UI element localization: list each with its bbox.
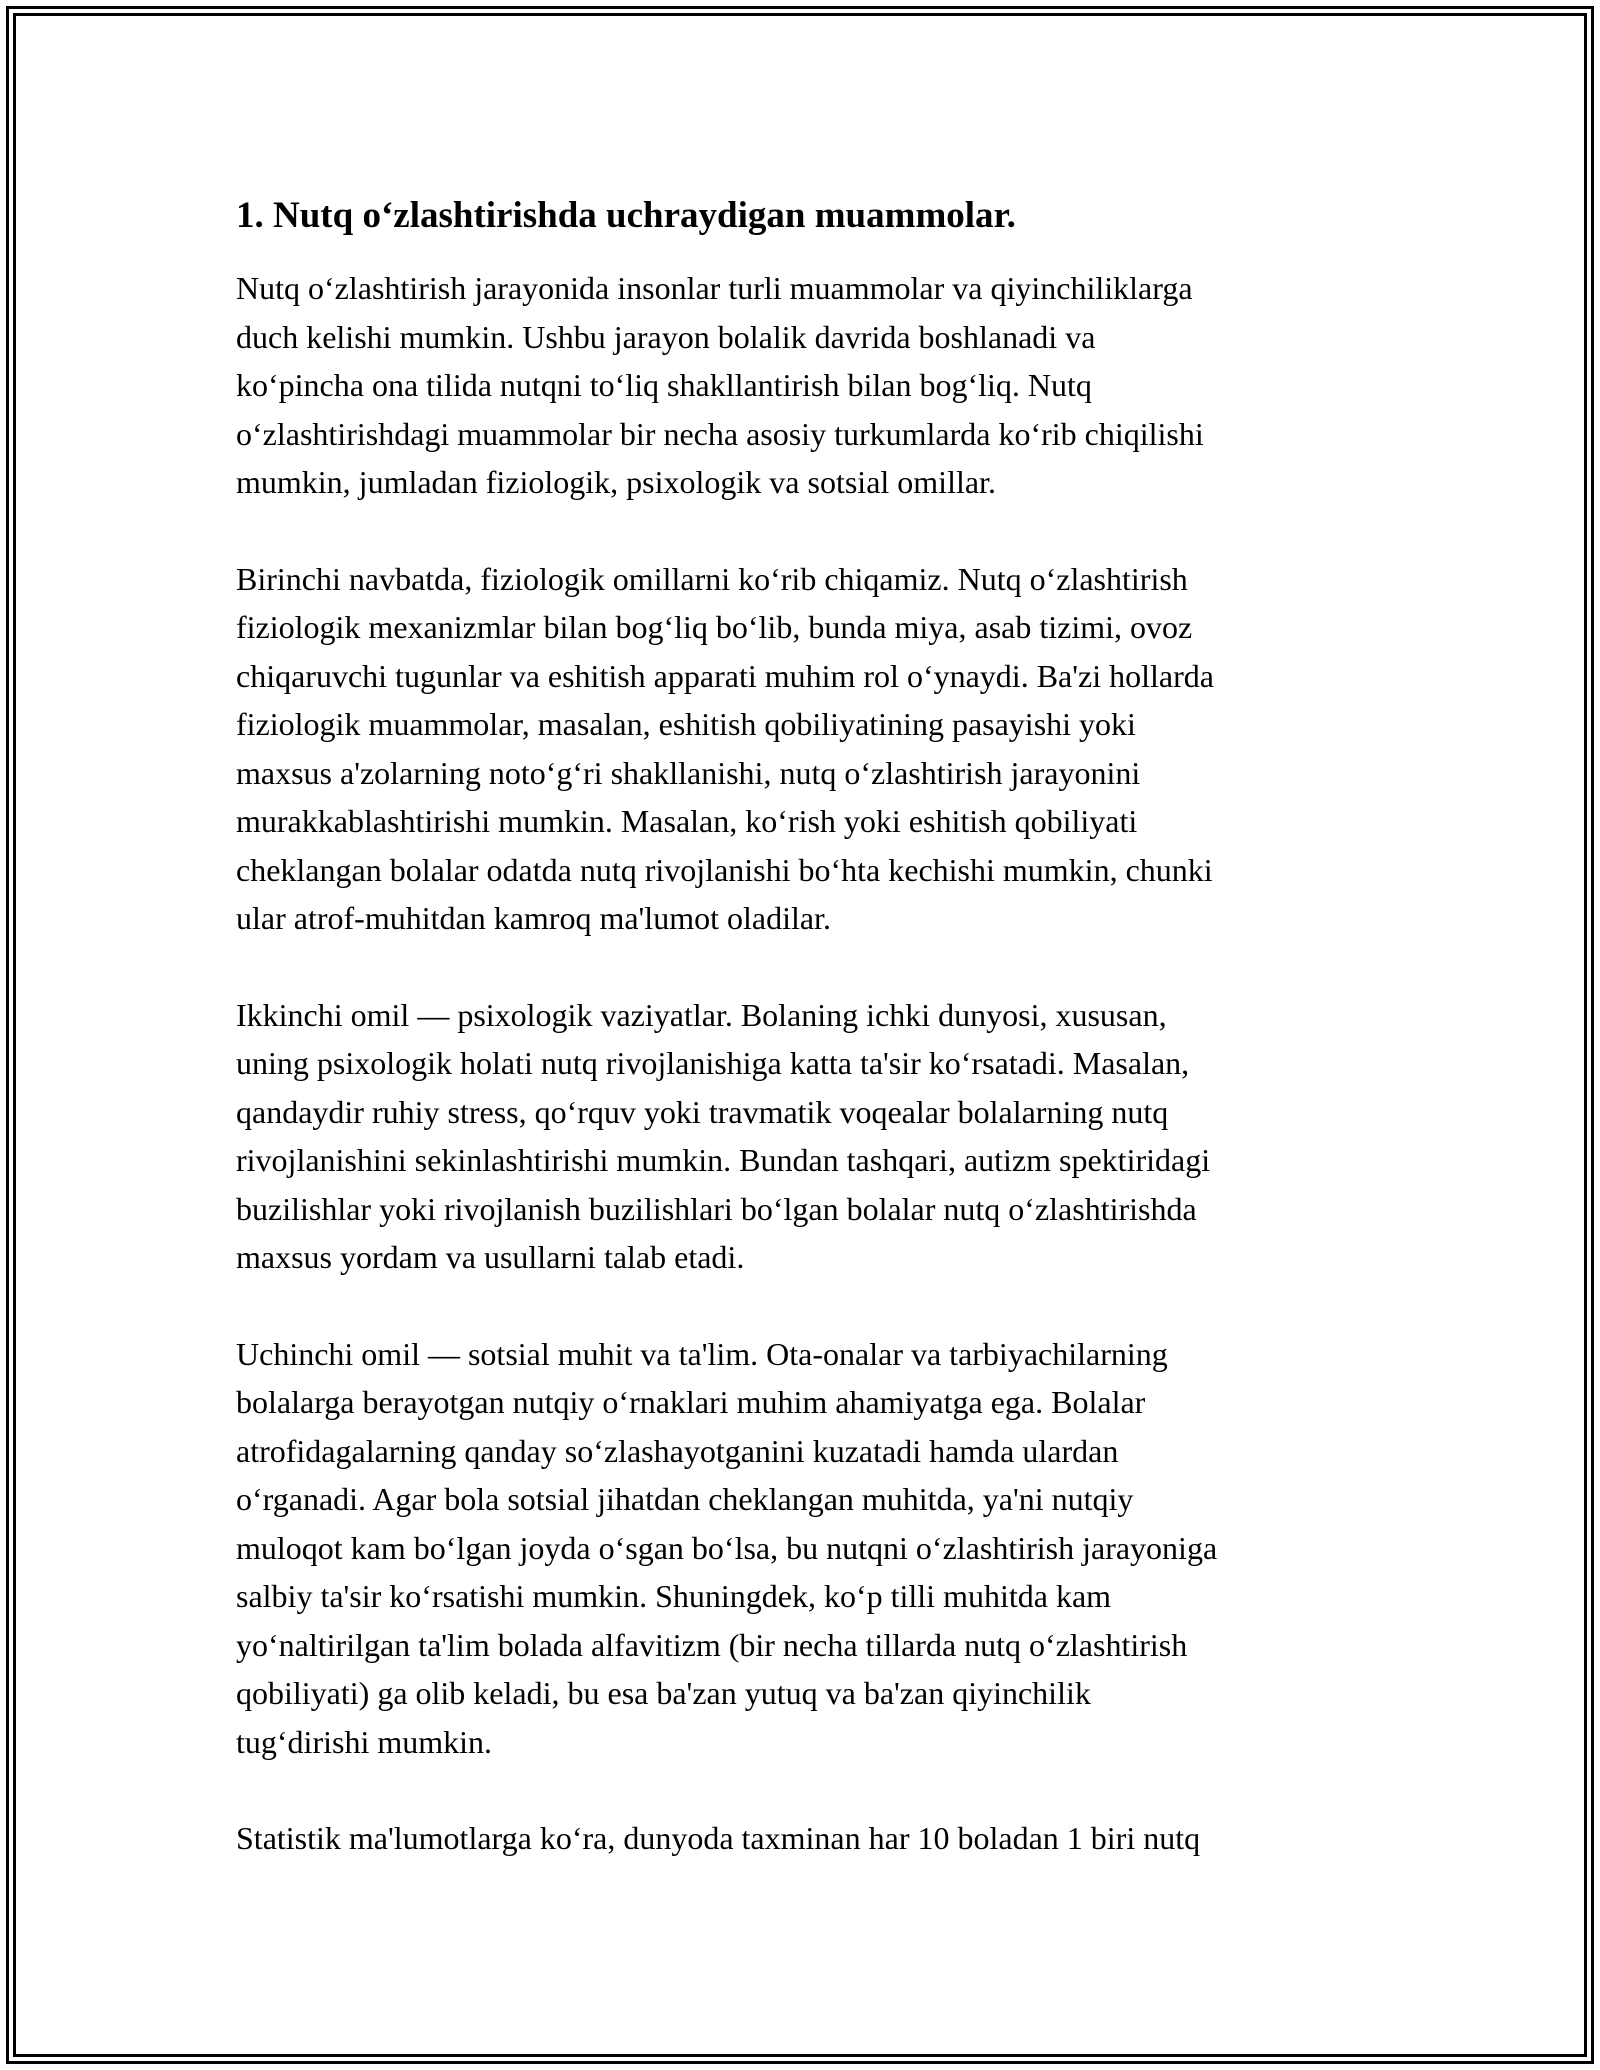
text-line: fiziologik mexanizmlar bilan bog‘liq bo‘lib, bunda miya, asab tizimi, ovoz: [236, 609, 1193, 645]
text-line: Uchinchi omil — sotsial muhit va ta'lim. Ota-onalar va tarbiyachilarning: [236, 1335, 1168, 1372]
text-line: duch kelishi mumkin. Ushbu jarayon bolalik davrida boshlanadi va: [236, 318, 1096, 355]
paragraph-social: [236, 1330, 1376, 1767]
text-line: buzilishlar yoki rivojlanish buzilishlari bo‘lgan bolalar nutq o‘zlashtirishda: [236, 1190, 1197, 1227]
document-body: [236, 186, 1376, 1863]
paragraph-physiological: [236, 555, 1376, 943]
text-line: maxsus a'zolarning noto‘g‘ri shakllanishi, nutq o‘zlashtirish jarayonini: [236, 754, 1141, 791]
paragraph-psychological: [236, 991, 1376, 1282]
text-line: Ikkinchi omil — psixologik vaziyatlar. Bolaning ichki dunyosi, xususan,: [236, 996, 1167, 1033]
text-line: ko‘pincha ona tilida nutqni to‘liq shakllantirish bilan bog‘liq. Nutq: [236, 367, 1092, 403]
text-line: o‘zlashtirishdagi muammolar bir necha asosiy turkumlarda ko‘rib chiqilishi: [236, 415, 1204, 452]
text-line: tug‘dirishi mumkin.: [236, 1723, 492, 1760]
text-line: o‘rganadi. Agar bola sotsial jihatdan cheklangan muhitda, ya'ni nutqiy: [236, 1481, 1134, 1517]
text-line: qandaydir ruhiy stress, qo‘rquv yoki travmatik voqealar bolalarning nutq: [236, 1093, 1169, 1130]
text-line: uning psixologik holati nutq rivojlanishiga katta ta'sir ko‘rsatadi. Masalan,: [236, 1045, 1190, 1081]
text-line: ular atrof-muhitdan kamroq ma'lumot oladilar.: [236, 900, 831, 936]
text-line: qobiliyati) ga olib keladi, bu esa ba'zan yutuq va ba'zan qiyinchilik: [236, 1675, 1091, 1711]
text-line: chiqaruvchi tugunlar va eshitish apparati muhim rol o‘ynaydi. Ba'zi hollarda: [236, 657, 1214, 694]
text-line: Birinchi navbatda, fiziologik omillarni ko‘rib chiqamiz. Nutq o‘zlashtirish: [236, 560, 1188, 597]
text-line: maxsus yordam va usullarni talab etadi.: [236, 1239, 745, 1275]
text-line: Statistik ma'lumotlarga ko‘ra, dunyoda taxminan har 10 boladan 1 biri nutq: [236, 1820, 1201, 1856]
text-line: mumkin, jumladan fiziologik, psixologik va sotsial omillar.: [236, 464, 996, 500]
text-line: muloqot kam bo‘lgan joyda o‘sgan bo‘lsa, bu nutqni o‘zlashtirish jarayoniga: [236, 1529, 1218, 1566]
text-line: murakkablashtirishi mumkin. Masalan, ko‘rish yoki eshitish qobiliyati: [236, 803, 1138, 839]
text-line: Nutq o‘zlashtirish jarayonida insonlar turli muammolar va qiyinchiliklarga: [236, 270, 1193, 306]
text-line: fiziologik muammolar, masalan, eshitish qobiliyatining pasayishi yoki: [236, 706, 1136, 742]
text-line: cheklangan bolalar odatda nutq rivojlanishi bo‘hta kechishi mumkin, chunki: [236, 851, 1213, 888]
text-line: atrofidagalarning qanday so‘zlashayotganini kuzatadi hamda ulardan: [236, 1432, 1119, 1469]
text-line: rivojlanishini sekinlashtirishi mumkin. Bundan tashqari, autizm spektiridagi: [236, 1142, 1211, 1178]
text-line: yo‘naltirilgan ta'lim bolada alfavitizm (bir necha tillarda nutq o‘zlashtirish: [236, 1626, 1188, 1663]
text-line: bolalarga berayotgan nutqiy o‘rnaklari muhim ahamiyatga ega. Bolalar: [236, 1384, 1146, 1420]
text-line: salbiy ta'sir ko‘rsatishi mumkin. Shuningdek, ko‘p tilli muhitda kam: [236, 1578, 1112, 1614]
paragraph-statistics: [236, 1814, 1376, 1863]
paragraph-intro: [236, 264, 1376, 507]
section-heading: 1. Nutq o‘zlashtirishda uchraydigan muammolar.: [236, 195, 1016, 236]
